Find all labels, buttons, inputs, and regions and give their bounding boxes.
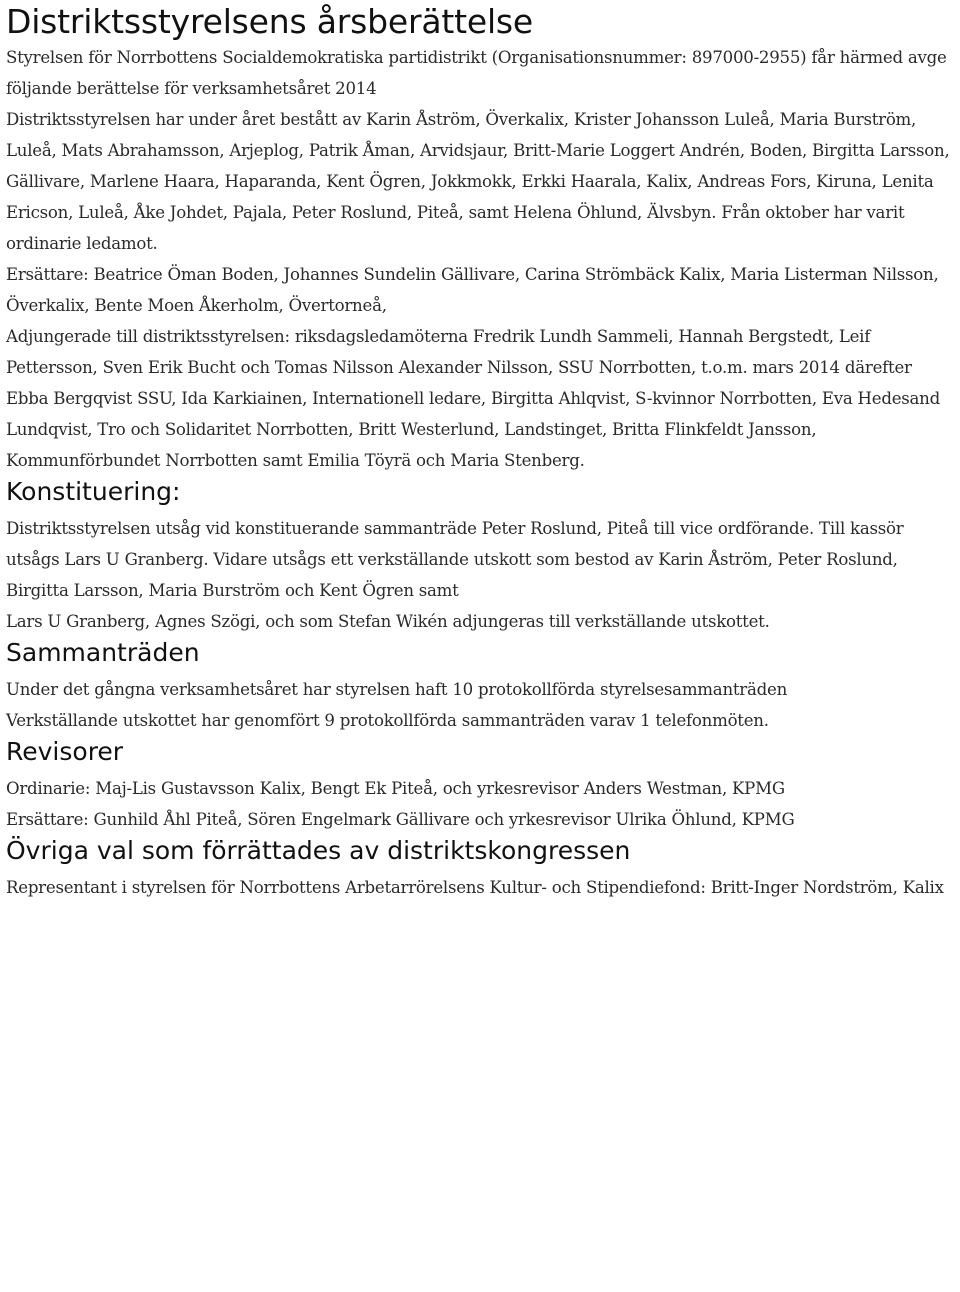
section-heading-revisorer: Revisorer xyxy=(6,737,124,766)
document-page xyxy=(6,0,958,903)
sammantraden-committee-meetings: Verkställande utskottet har genomfört 9 protokollförda sammanträden varav 1 telefonmöten. xyxy=(6,711,769,730)
section-heading-ovriga-val: Övriga val som förrättades av distriktskongressen xyxy=(6,836,631,865)
substitutes-paragraph: Ersättare: Beatrice Öman Boden, Johannes Sundelin Gällivare, Carina Strömbäck Kalix, Maria Listerman Nilsson, Överkalix, Bente Moen Åkerholm, Övertorneå, xyxy=(6,265,939,315)
section-heading-konstituering: Konstituering: xyxy=(6,477,181,506)
revisorer-body xyxy=(6,773,958,835)
page-title: Distriktsstyrelsens årsberättelse xyxy=(6,2,534,41)
sammantraden-board-meetings: Under det gångna verksamhetsåret har styrelsen haft 10 protokollförda styrelsesammanträden xyxy=(6,680,788,699)
revisorer-substitutes: Ersättare: Gunhild Åhl Piteå, Sören Engelmark Gällivare och yrkesrevisor Ulrika Öhlund, KPMG xyxy=(6,810,795,829)
sammantraden-body xyxy=(6,674,958,736)
konstituering-text: Distriktsstyrelsen utsåg vid konstituerande sammanträde Peter Roslund, Piteå till vice ordförande. Till kassör utsågs Lars U Granberg. Vidare utsågs ett verkställande utskott som bestod av Karin Åström, Peter Roslund, Birgitta Larsson, Maria Burström och Kent Ögren samt xyxy=(6,519,904,600)
konstituering-body xyxy=(6,513,958,637)
intro-paragraph: Styrelsen för Norrbottens Socialdemokratiska partidistrikt (Organisationsnummer: 897000-2955) får härmed avge följande berättelse för verksamhetsåret 2014 xyxy=(6,48,947,98)
ovriga-body xyxy=(6,872,958,903)
ovriga-representative: Representant i styrelsen för Norrbottens Arbetarrörelsens Kultur- och Stipendiefond: Britt-Inger Nordström, Kalix xyxy=(6,878,944,897)
revisorer-ordinary: Ordinarie: Maj-Lis Gustavsson Kalix, Bengt Ek Piteå, och yrkesrevisor Anders Westman, KPMG xyxy=(6,779,785,798)
board-members-paragraph: Distriktsstyrelsen har under året bestått av Karin Åström, Överkalix, Krister Johansson Luleå, Maria Burström, Luleå, Mats Abrahamsson, Arjeplog, Patrik Åman, Arvidsjaur, Britt-Marie Loggert Andrén, Boden, Birgitta Larsson, Gällivare, Marlene Haara, Haparanda, Kent Ögren, Jokkmokk, Erkki Haarala, Kalix, Andreas Fors, Kiruna, Lenita Ericson, Luleå, Åke Johdet, Pajala, Peter Roslund, Piteå, samt Helena Öhlund, Älvsbyn. Från oktober har varit ordinarie ledamot. xyxy=(6,110,950,253)
co-opted-paragraph: Adjungerade till distriktsstyrelsen: riksdagsledamöterna Fredrik Lundh Sammeli, Hannah Bergstedt, Leif Pettersson, Sven Erik Bucht och Tomas Nilsson Alexander Nilsson, SSU Norrbotten, t.o.m. mars 2014 därefter Ebba Bergqvist SSU, Ida Karkiainen, Internationell ledare, Birgitta Ahlqvist, S-kvinnor Norrbotten, Eva Hedesand Lundqvist, Tro och Solidaritet Norrbotten, Britt Westerlund, Landstinget, Britta Flinkfeldt Jansson, Kommunförbundet Norrbotten samt Emilia Töyrä och Maria Stenberg. xyxy=(6,327,940,470)
section-heading-sammantraden: Sammanträden xyxy=(6,638,200,667)
konstituering-text-continued: Lars U Granberg, Agnes Szögi, och som Stefan Wikén adjungeras till verkställande utskottet. xyxy=(6,612,770,631)
